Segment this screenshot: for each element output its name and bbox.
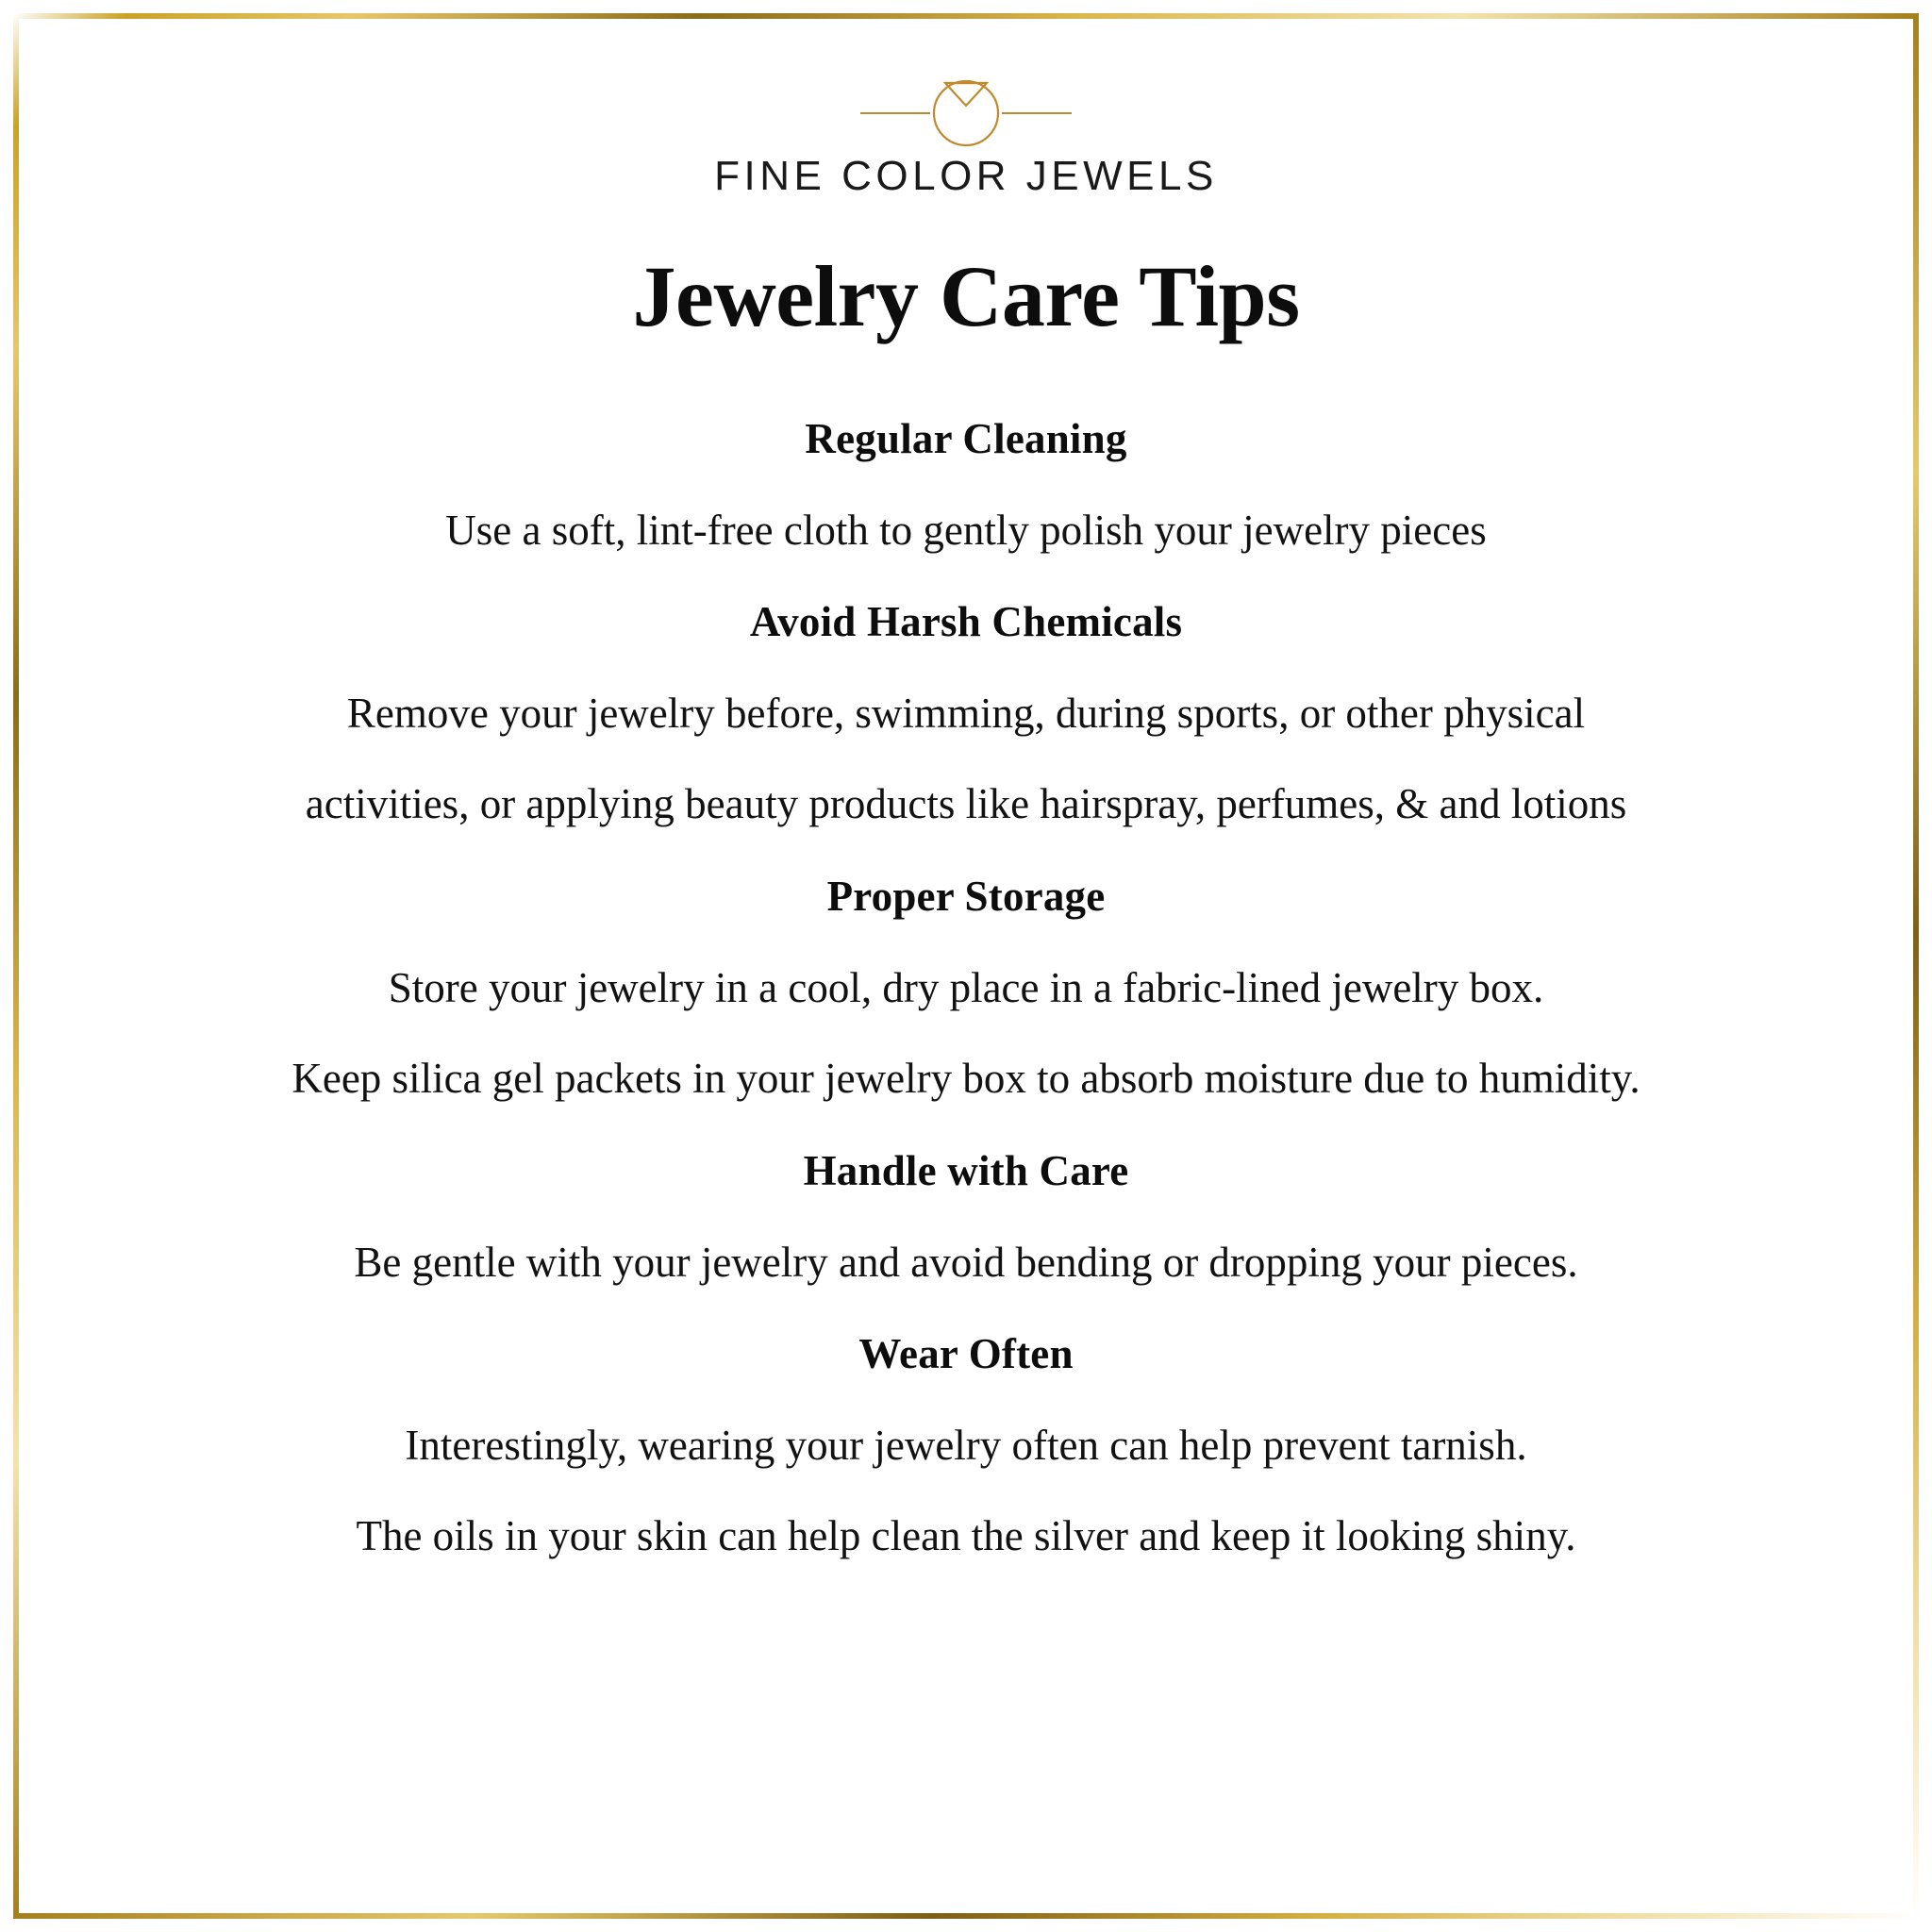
section-line: Remove your jewelry before, swimming, during sports, or other physical [346,689,1586,737]
page-title: Jewelry Care Tips [632,248,1300,344]
section-line: Interestingly, wearing your jewelry often can help prevent tarnish. [405,1421,1527,1469]
care-section [75,371,1857,554]
section-heading: Wear Often [858,1329,1074,1377]
care-section [75,1286,1857,1560]
gem-diamond-icon [702,60,1230,151]
care-section [75,1103,1857,1286]
gold-border-frame [13,13,1919,1919]
section-heading: Avoid Harsh Chemicals [749,597,1183,645]
care-section [75,828,1857,1103]
page-content [19,19,1913,1913]
care-tips-list [75,371,1857,1560]
brand-name: FINE COLOR JEWELS [714,153,1218,199]
section-heading: Proper Storage [826,872,1106,920]
section-heading: Handle with Care [803,1146,1129,1194]
section-line: activities, or applying beauty products like hairspray, perfumes, & and lotions [305,780,1627,828]
section-line: Use a soft, lint-free cloth to gently polish your jewelry pieces [445,506,1487,554]
section-line: Store your jewelry in a cool, dry place in a fabric-lined jewelry box. [388,963,1544,1011]
care-section [75,554,1857,828]
section-heading: Regular Cleaning [805,414,1127,462]
section-line: Keep silica gel packets in your jewelry box to absorb moisture due to humidity. [291,1055,1641,1103]
section-line: The oils in your skin can help clean the silver and keep it looking shiny. [356,1512,1576,1560]
brand-logo [702,60,1230,200]
section-line: Be gentle with your jewelry and avoid bending or dropping your pieces. [354,1238,1578,1286]
